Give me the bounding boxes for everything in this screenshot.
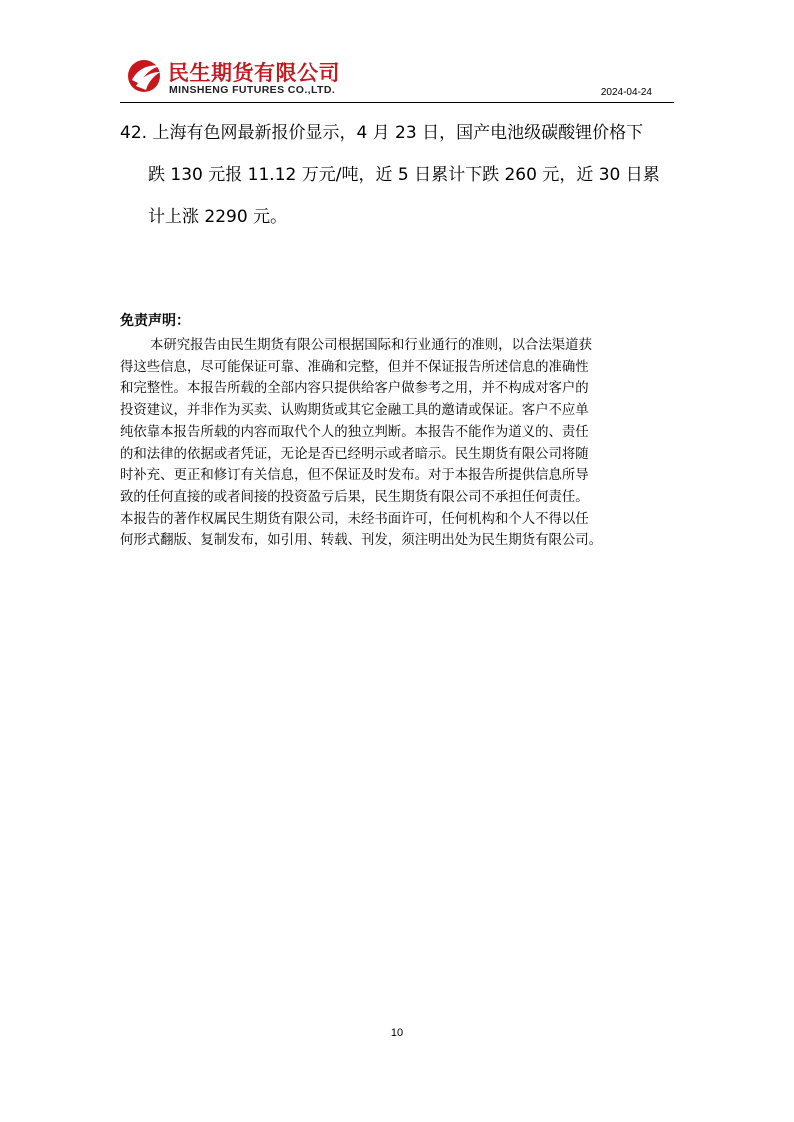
disclaimer-line: 本研究报告由民生期货有限公司根据国际和行业通行的准则，以合法渠道获	[150, 338, 592, 353]
report-date: 2024-04-24	[600, 87, 652, 98]
disclaimer-line: 和完整性。本报告所载的全部内容只提供给客户做参考之用，并不构成对客户的	[120, 381, 589, 397]
news-item-line: 计上涨 2290 元。	[148, 207, 288, 227]
disclaimer-line: 得这些信息，尽可能保证可靠、准确和完整，但并不保证报告所述信息的准确性	[120, 359, 589, 375]
disclaimer-line: 何形式翻版、复制发布，如引用、转载、刊发，须注明出处为民生期货有限公司。	[120, 533, 603, 549]
disclaimer-line: 致的任何直接的或者间接的投资盈亏后果，民生期货有限公司不承担任何责任。	[120, 489, 589, 505]
brand-name-en: MINSHENG FUTURES CO.,LTD.	[169, 84, 336, 96]
disclaimer-line: 时补充、更正和修订有关信息，但不保证及时发布。对于本报告所提供信息所导	[120, 468, 589, 484]
company-logo	[126, 54, 162, 94]
page-header	[120, 52, 674, 103]
disclaimer-section	[120, 311, 676, 552]
disclaimer-line: 本报告的著作权属民生期货有限公司，未经书面许可，任何机构和个人不得以任	[120, 511, 589, 527]
news-item-line: 跌 130 元报 11.12 万元/吨，近 5 日累计下跌 260 元，近 30 日累	[148, 165, 660, 185]
disclaimer-title: 免责声明：	[120, 313, 190, 329]
disclaimer-line: 纯依靠本报告所载的内容而取代个人的独立判断。本报告不能作为道义的、责任	[120, 424, 589, 440]
brand-name-cn: 民生期货有限公司	[168, 61, 340, 85]
news-item-42	[120, 112, 680, 238]
disclaimer-line: 投资建议，并非作为买卖、认购期货或其它金融工具的邀请或保证。客户不应单	[120, 403, 589, 419]
news-item-line: 42. 上海有色网最新报价显示，4 月 23 日，国产电池级碳酸锂价格下	[120, 123, 644, 143]
disclaimer-line: 的和法律的依据或者凭证，无论是否已经明示或者暗示。民生期货有限公司将随	[120, 446, 589, 462]
page-number: 10	[390, 1027, 404, 1039]
